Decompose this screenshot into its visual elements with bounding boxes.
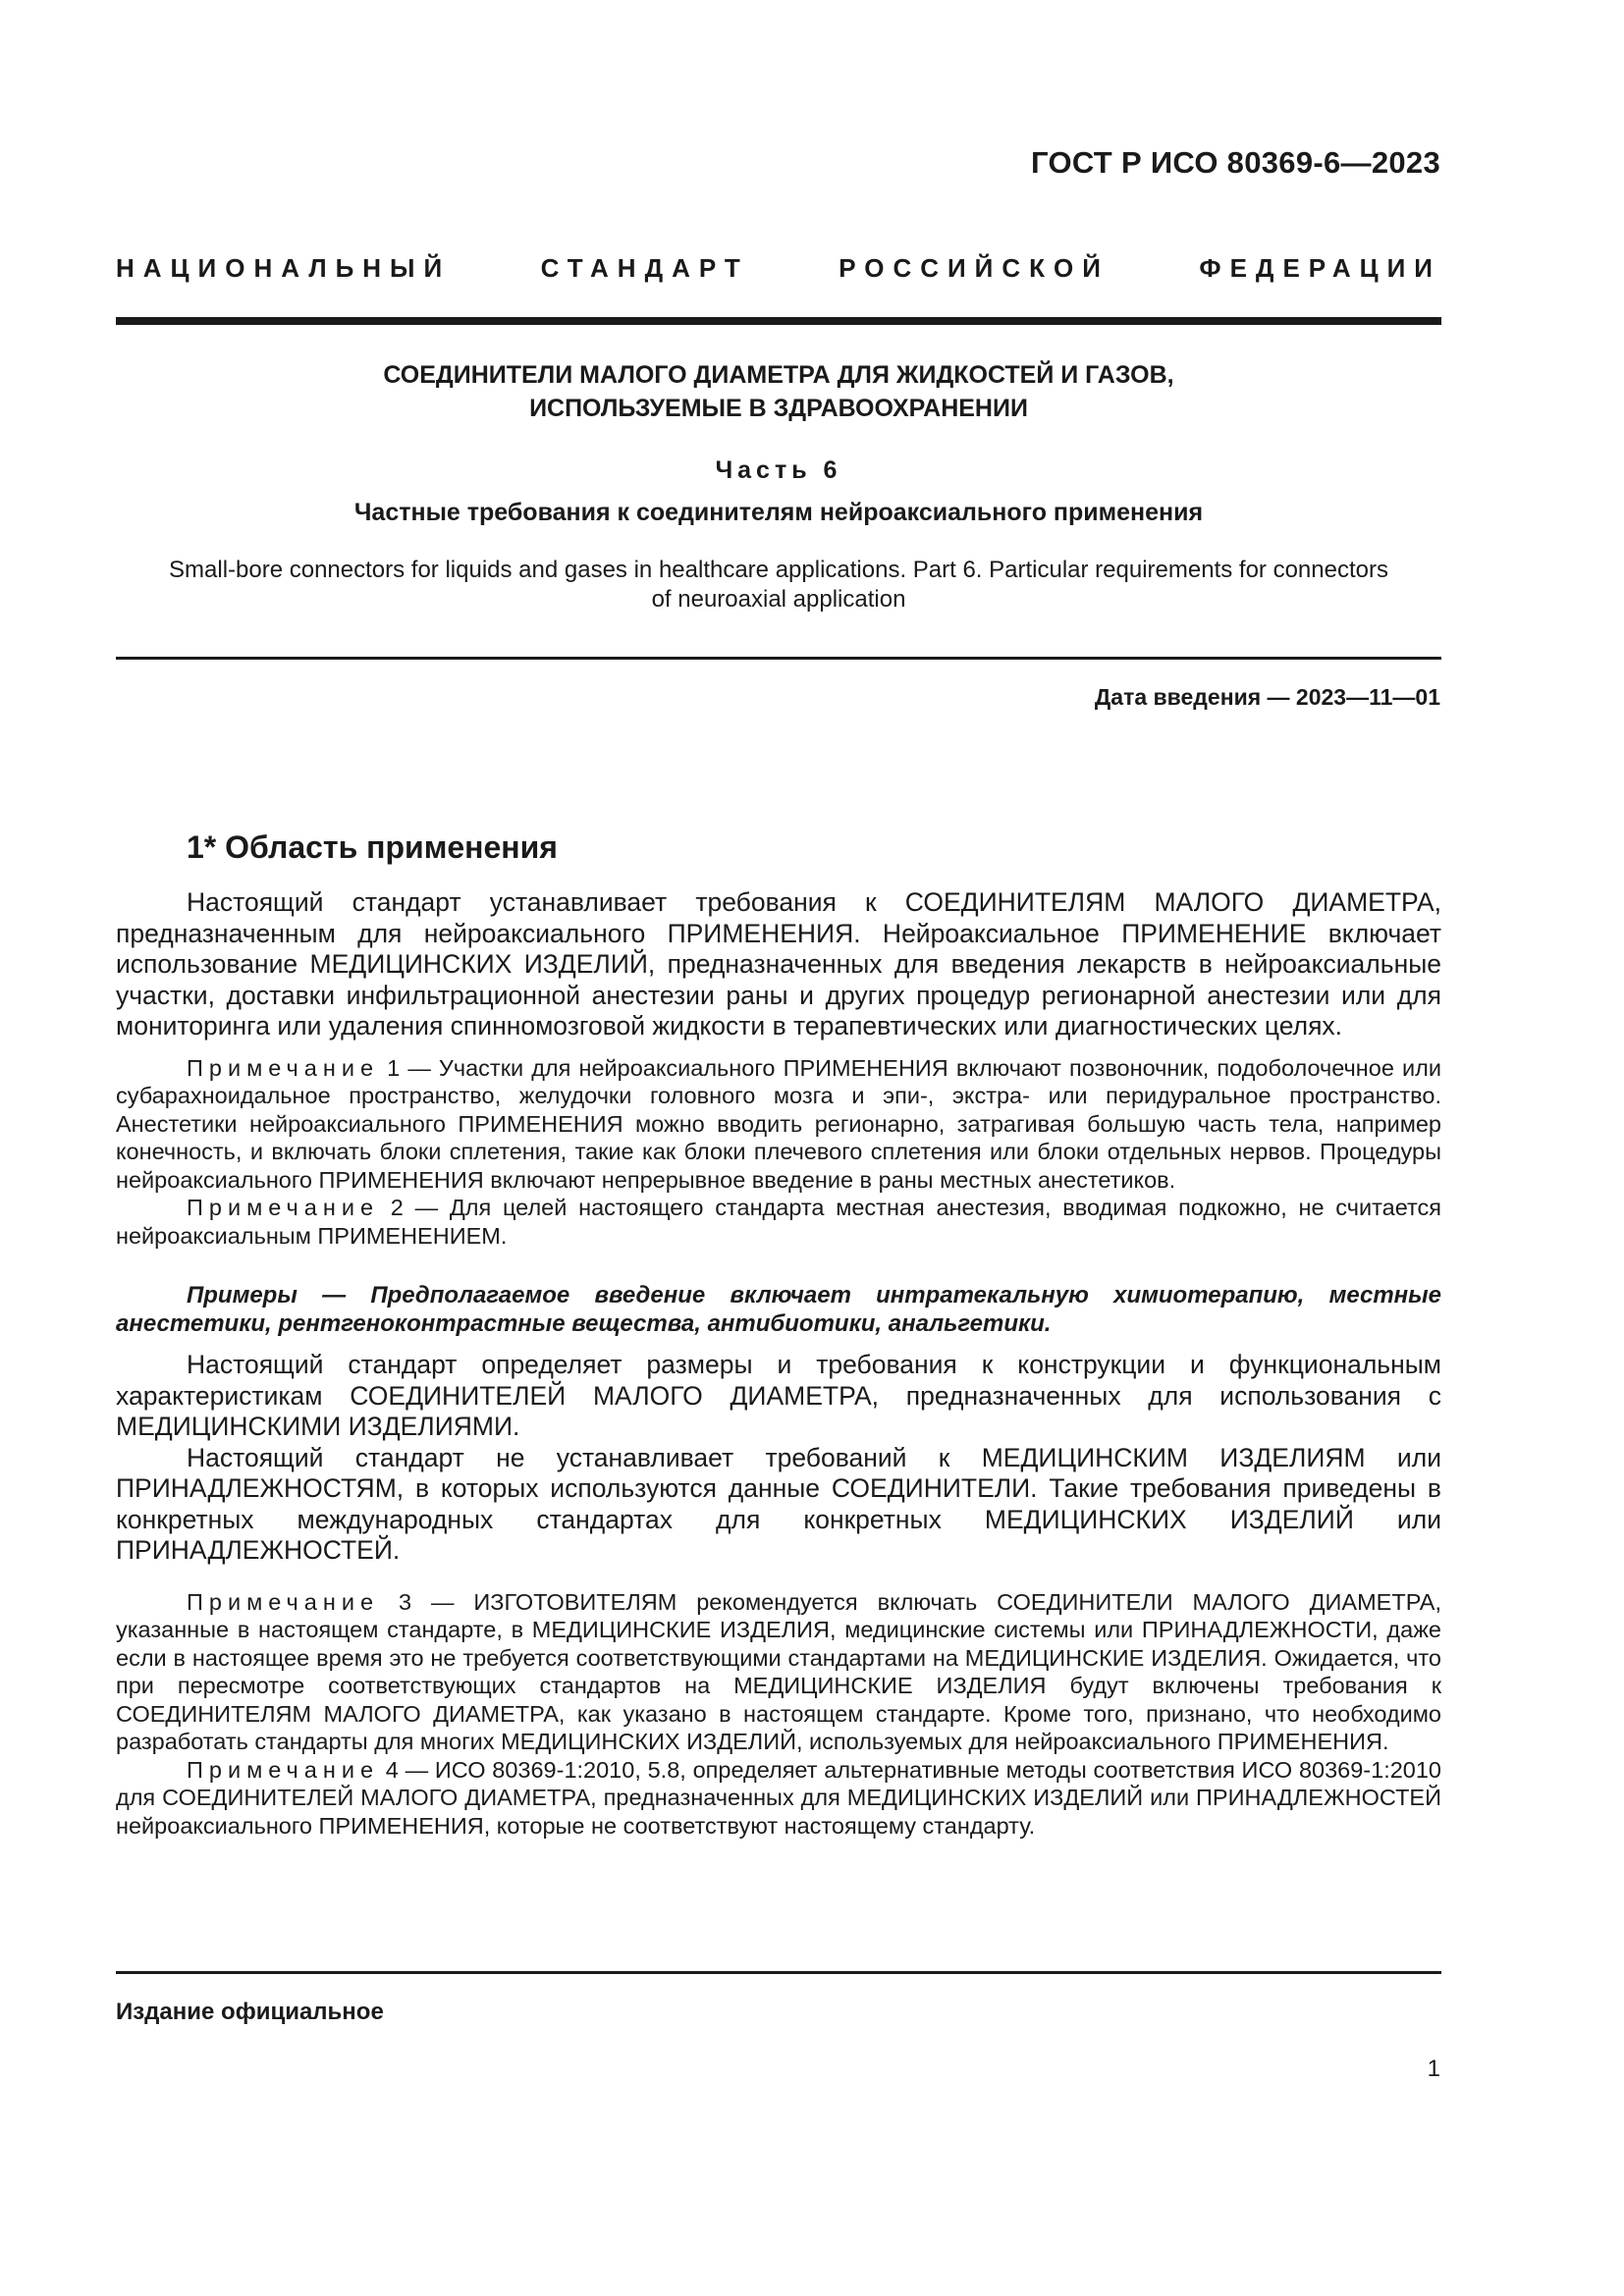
- main-title-line-1: СОЕДИНИТЕЛИ МАЛОГО ДИАМЕТРА ДЛЯ ЖИДКОСТЕЙ И ГАЗОВ,: [383, 361, 1174, 389]
- edition-label: Издание официальное: [116, 1999, 384, 2025]
- scope-paragraph-3: Настоящий стандарт не устанавливает требований к МЕДИЦИНСКИМ ИЗДЕЛИЯМ или ПРИНАДЛЕЖНОСТЯМ, в которых используются данные СОЕДИНИТЕЛИ. Такие требования приведены в конкретных международных стандартах для конкретных МЕДИЦИНСКИХ ИЗДЕЛИЙ или ПРИНАДЛЕЖНОСТЕЙ.: [116, 1442, 1441, 1565]
- section-body: [116, 829, 1441, 1840]
- note-1: [116, 1054, 1441, 1195]
- note-4-label: Примечание: [187, 1756, 380, 1783]
- note-2-text: 2 — Для целей настоящего стандарта местная анестезия, вводимая подкожно, не считается нейроаксиальным ПРИМЕНЕНИЕМ.: [116, 1195, 1441, 1249]
- note-1-text: 1 — Участки для нейроаксиального ПРИМЕНЕНИЯ включают позвоночник, подоболочечное или субарахноидальное пространство, желудочки головного мозга и эпи-, экстра- или перидуральное пространство. Анестетики нейроаксиального ПРИМЕНЕНИЯ можно вводить регионарно, затрагивая большую часть тела, например конечность, и включать блоки сплетения, такие как блоки плечевого сплетения или блоки отдельных нервов. Процедуры нейроаксиального ПРИМЕНЕНИЯ включают непрерывное введение в раны местных анестетиков.: [116, 1054, 1441, 1193]
- english-title-line-1: Small-bore connectors for liquids and gases in healthcare applications. Part 6. Particular requirements for connectors: [169, 557, 1388, 583]
- title-rule: [116, 657, 1441, 660]
- english-title-line-2: of neuroaxial application: [651, 586, 906, 613]
- note-1-label: Примечание: [187, 1054, 380, 1081]
- header-rule: [116, 317, 1441, 325]
- part-label: Часть 6: [715, 456, 842, 484]
- part-title: Частные требования к соединителям нейроаксиального применения: [353, 499, 1204, 526]
- note-3: [116, 1588, 1441, 1756]
- english-title: [116, 556, 1441, 614]
- main-title-line-2: ИСПОЛЬЗУЕМЫЕ В ЗДРАВООХРАНЕНИИ: [529, 395, 1028, 422]
- scope-paragraph-2: Настоящий стандарт определяет размеры и требования к конструкции и функциональным характеристикам СОЕДИНИТЕЛЕЙ МАЛОГО ДИАМЕТРА, предназначенных для использования с МЕДИЦИНСКИМИ ИЗДЕЛИЯМИ.: [116, 1350, 1441, 1441]
- introduction-date: Дата введения — 2023—11—01: [1094, 684, 1440, 710]
- footer-rule: [116, 1971, 1441, 1974]
- scope-paragraph-1: Настоящий стандарт устанавливает требования к СОЕДИНИТЕЛЯМ МАЛОГО ДИАМЕТРА, предназначенным для нейроаксиального ПРИМЕНЕНИЯ. Нейроаксиальное ПРИМЕНЕНИЕ включает использование МЕДИЦИНСКИХ ИЗДЕЛИЙ, предназначенных для введения лекарств в нейроаксиальные участки, доставки инфильтрационной анестезии раны и других процедур регионарной анестезии или для мониторинга или удаления спинномозговой жидкости в терапевтических или диагностических целях.: [116, 887, 1441, 1041]
- note-4: [116, 1756, 1441, 1841]
- note-3-label: Примечание: [187, 1588, 380, 1615]
- section-heading: 1* Область применения: [187, 829, 558, 865]
- main-title: [116, 358, 1441, 425]
- page-number: 1: [1427, 2056, 1440, 2082]
- document-code: ГОСТ Р ИСО 80369-6—2023: [1031, 145, 1440, 180]
- standard-type-banner: НАЦИОНАЛЬНЫЙ СТАНДАРТ РОССИЙСКОЙ ФЕДЕРАЦИИ: [116, 253, 1441, 283]
- note-3-text: 3 — ИЗГОТОВИТЕЛЯМ рекомендуется включать СОЕДИНИТЕЛИ МАЛОГО ДИАМЕТРА, указанные в настоящем стандарте, в МЕДИЦИНСКИЕ ИЗДЕЛИЯ, медицинские системы или ПРИНАДЛЕЖНОСТИ, даже если в настоящее время это не требуется соответствующими стандартами на МЕДИЦИНСКИЕ ИЗДЕЛИЯ. Ожидается, что при пересмотре соответствующих стандартов на МЕДИЦИНСКИЕ ИЗДЕЛИЯ будут включены требования к СОЕДИНИТЕЛЯМ МАЛОГО ДИАМЕТРА, как указано в настоящем стандарте. Кроме того, признано, что необходимо разработать стандарты для многих МЕДИЦИНСКИХ ИЗДЕЛИЙ, используемых для нейроаксиального ПРИМЕНЕНИЯ.: [116, 1588, 1441, 1754]
- note-2-label: Примечание: [187, 1195, 380, 1220]
- note-4-text: 4 — ИСО 80369-1:2010, 5.8, определяет альтернативные методы соответствия ИСО 80369-1:2010 для СОЕДИНИТЕЛЕЙ МАЛОГО ДИАМЕТРА, предназначенных для МЕДИЦИНСКИХ ИЗДЕЛИЙ или ПРИНАДЛЕЖНОСТЕЙ нейроаксиального ПРИМЕНЕНИЯ, которые не соответствуют настоящему стандарту.: [116, 1756, 1441, 1839]
- examples-paragraph: Примеры — Предполагаемое введение включает интратекальную химиотерапию, местные анестетики, рентгеноконтрастные вещества, антибиотики, анальгетики.: [116, 1282, 1441, 1337]
- note-2: [116, 1194, 1441, 1250]
